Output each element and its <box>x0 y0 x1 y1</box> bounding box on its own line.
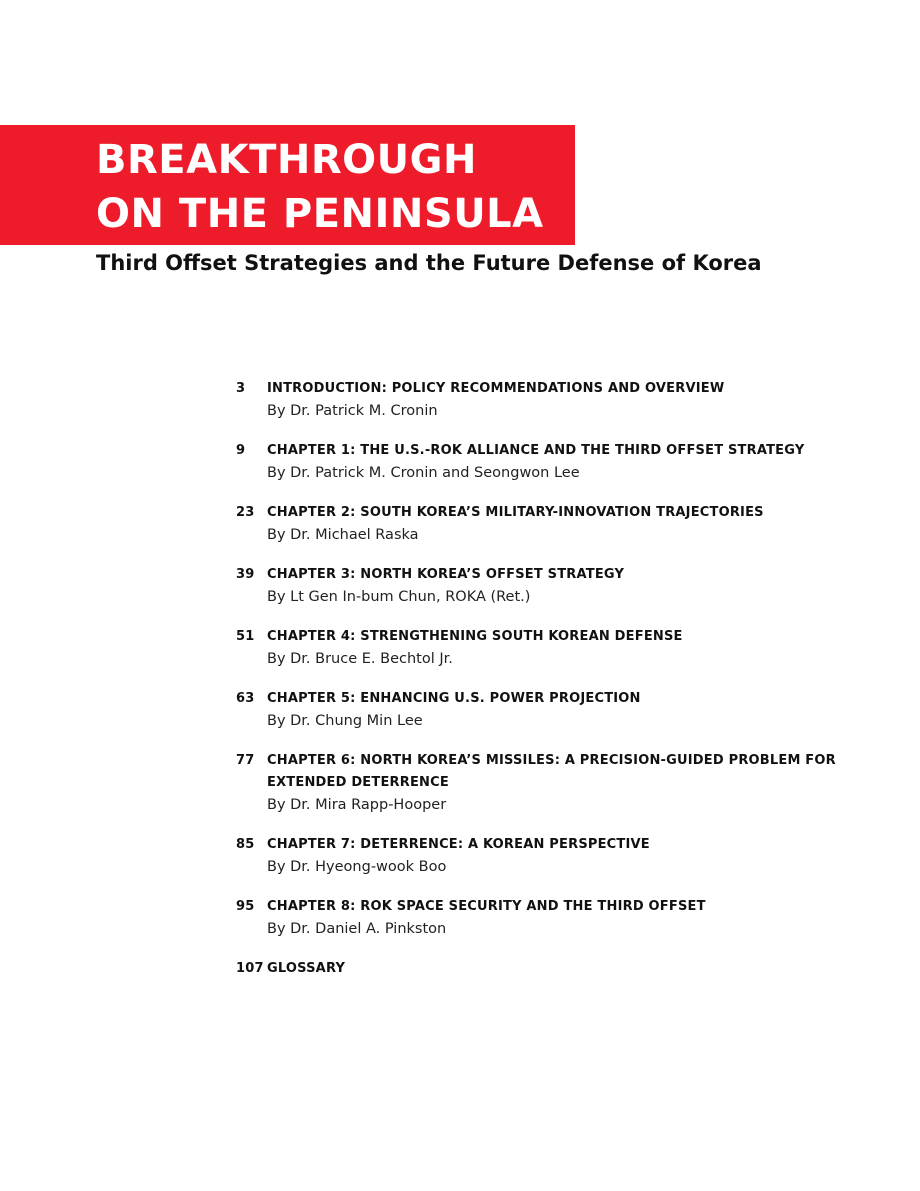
toc-title: CHAPTER 4: STRENGTHENING SOUTH KOREAN DEFENSE <box>267 629 683 644</box>
page-title-line-1: BREAKTHROUGH <box>96 137 477 183</box>
toc-author: By Dr. Chung Min Lee <box>267 713 423 729</box>
toc-entry-chapter-7[interactable] <box>236 834 876 878</box>
toc-author: By Dr. Patrick M. Cronin and Seongwon Lee <box>267 465 580 481</box>
toc-page-number: 39 <box>236 567 255 582</box>
toc-author: By Dr. Patrick M. Cronin <box>267 403 438 419</box>
toc-page-number: 63 <box>236 691 255 706</box>
toc-title: CHAPTER 1: THE U.S.-ROK ALLIANCE AND THE THIRD OFFSET STRATEGY <box>267 443 805 458</box>
toc-page-number: 51 <box>236 629 255 644</box>
toc-page-number: 95 <box>236 899 255 914</box>
toc-page-number: 77 <box>236 753 255 768</box>
toc-title: INTRODUCTION: POLICY RECOMMENDATIONS AND OVERVIEW <box>267 381 725 396</box>
toc-title: CHAPTER 5: ENHANCING U.S. POWER PROJECTION <box>267 691 641 706</box>
page-title-line-2: ON THE PENINSULA <box>96 191 544 237</box>
table-of-contents <box>236 378 876 998</box>
toc-author: By Dr. Daniel A. Pinkston <box>267 921 447 937</box>
page-subtitle: Third Offset Strategies and the Future Defense of Korea <box>96 251 762 275</box>
toc-title: CHAPTER 6: NORTH KOREA’S MISSILES: A PRECISION-GUIDED PROBLEM FOR EXTENDED DETERRENCE <box>267 753 836 790</box>
toc-entry-chapter-6[interactable] <box>236 750 876 816</box>
toc-entry-chapter-4[interactable] <box>236 626 876 670</box>
toc-entry-chapter-2[interactable] <box>236 502 876 546</box>
toc-author: By Dr. Michael Raska <box>267 527 419 543</box>
toc-author: By Dr. Mira Rapp-Hooper <box>267 797 447 813</box>
toc-author: By Lt Gen In-bum Chun, ROKA (Ret.) <box>267 589 531 605</box>
toc-title: CHAPTER 8: ROK SPACE SECURITY AND THE THIRD OFFSET <box>267 899 706 914</box>
toc-page-number: 9 <box>236 443 246 458</box>
toc-title: CHAPTER 3: NORTH KOREA’S OFFSET STRATEGY <box>267 567 625 582</box>
toc-entry-chapter-3[interactable] <box>236 564 876 608</box>
toc-entry-chapter-1[interactable] <box>236 440 876 484</box>
toc-title: CHAPTER 7: DETERRENCE: A KOREAN PERSPECTIVE <box>267 837 650 852</box>
toc-author: By Dr. Hyeong-wook Boo <box>267 859 447 875</box>
toc-page-number: 85 <box>236 837 255 852</box>
toc-title: CHAPTER 2: SOUTH KOREA’S MILITARY-INNOVATION TRAJECTORIES <box>267 505 764 520</box>
toc-entry-chapter-8[interactable] <box>236 896 876 940</box>
toc-entry-glossary[interactable] <box>236 958 876 980</box>
toc-page-number: 3 <box>236 381 246 396</box>
toc-entry-introduction[interactable] <box>236 378 876 422</box>
toc-page-number: 23 <box>236 505 255 520</box>
toc-entry-chapter-5[interactable] <box>236 688 876 732</box>
toc-author: By Dr. Bruce E. Bechtol Jr. <box>267 651 453 667</box>
toc-page-number: 107 <box>236 961 264 976</box>
toc-title: GLOSSARY <box>267 961 346 976</box>
